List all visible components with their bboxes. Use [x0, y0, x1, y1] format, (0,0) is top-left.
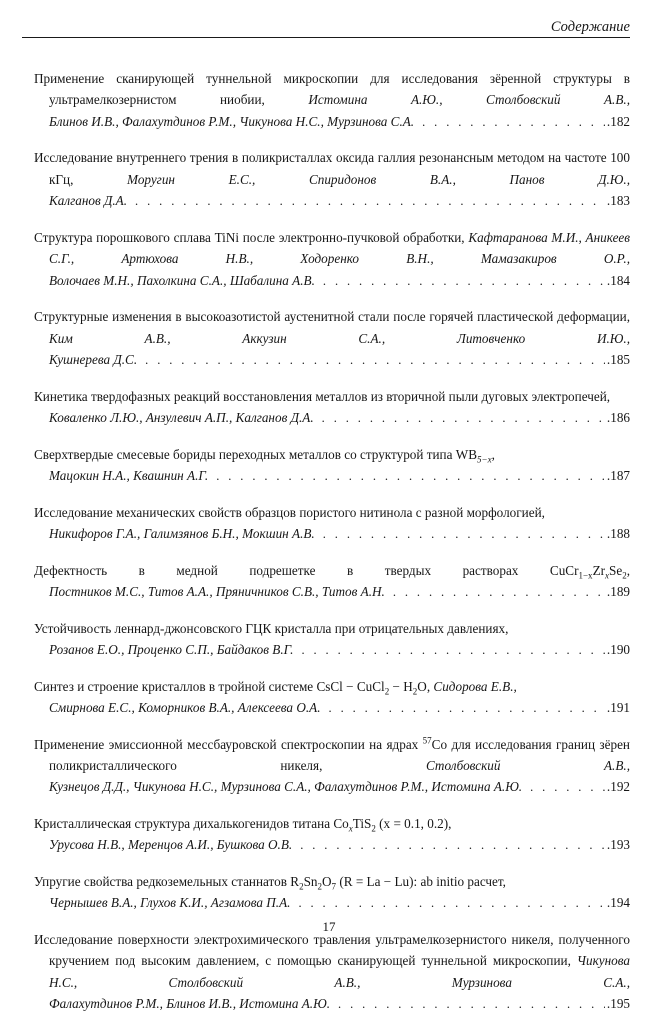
- formula-subscript: 2: [384, 686, 390, 697]
- dot-leader: [329, 698, 605, 719]
- entry-authors: Столбовский А.В.,: [425, 758, 630, 774]
- entry-page-number: .195: [606, 996, 630, 1012]
- dot-leader: [322, 408, 605, 429]
- toc-entry[interactable]: [34, 560, 630, 604]
- entry-authors-last: Мацокин Н.А., Квашнин А.Г.: [49, 468, 209, 484]
- contents-list: [34, 68, 630, 1030]
- entry-title: Структура порошкового сплава TiNi после электронно-пучковой обработки,: [34, 229, 465, 245]
- entry-dotline: [34, 834, 630, 856]
- formula-part: − H: [389, 678, 413, 694]
- isotope-superscript: 57: [422, 735, 432, 746]
- header-rule: [22, 37, 630, 38]
- formula-part: Se: [609, 562, 623, 578]
- entry-title-block: [34, 734, 630, 777]
- entry-title: Упругие свойства редкоземельных станнатов R: [34, 874, 300, 890]
- toc-entry[interactable]: [34, 502, 630, 546]
- entry-title-block: [34, 560, 630, 581]
- formula-subscript: 2: [317, 881, 322, 892]
- entry-dotline: [34, 349, 630, 371]
- entry-title-block: [34, 676, 630, 697]
- entry-page-number: .184: [606, 272, 630, 288]
- dot-leader: [216, 466, 605, 487]
- entry-page-number: .185: [606, 352, 630, 368]
- running-head: Содержание: [550, 19, 630, 35]
- dot-leader: [300, 835, 605, 856]
- formula-subscript: 2: [622, 570, 627, 581]
- entry-dotline: [34, 581, 630, 603]
- toc-entry[interactable]: [34, 306, 630, 371]
- entry-title-block: [34, 929, 630, 993]
- entry-title-end: (R = La − Lu): ab initio расчет,: [336, 874, 506, 890]
- entry-dotline: [34, 523, 630, 545]
- entry-title-end: Co для исследования границ зёрен поликристаллического никеля,: [49, 736, 630, 774]
- entry-authors: Кафтаранова М.И., Аникеев С.Г., Артюхова Н.В., Ходоренко В.Н., Мамазакиров О.Р.,: [49, 229, 631, 267]
- formula-subscript: 5−x: [477, 454, 492, 465]
- entry-title: Кинетика твердофазных реакций восстановления металлов из вторичной пыли дуговых электропечей,: [34, 388, 611, 404]
- entry-page-number: .192: [606, 779, 630, 795]
- dot-leader: [323, 524, 605, 545]
- toc-entry[interactable]: [34, 929, 630, 1016]
- formula-subscript: 2: [371, 823, 376, 834]
- entry-authors-last: Розанов Е.О., Проценко С.П., Байдаков В.Г.: [49, 642, 294, 658]
- formula-subscript: 1−x: [578, 570, 593, 581]
- entry-title: Дефектность в медной подрешетке в твердых растворах CuCr: [34, 562, 579, 578]
- dot-leader: [530, 777, 605, 798]
- formula-subscript: 2: [299, 881, 304, 892]
- entry-title-block: [34, 68, 630, 111]
- entry-title: Исследование механических свойств образцов пористого нитинола с разной морфологией,: [34, 504, 545, 520]
- entry-title-block: [34, 871, 630, 892]
- entry-title-block: [34, 386, 630, 407]
- entry-title-block: [34, 444, 630, 465]
- entry-page-number: .190: [606, 642, 630, 658]
- entry-title: Структурные изменения в высокоазотистой аустенитной стали после горячей пластической деформации,: [34, 309, 630, 325]
- entry-dotline: [34, 407, 630, 429]
- entry-authors-last: Кушнерева Д.С.: [49, 352, 138, 368]
- dot-leader: [301, 640, 604, 661]
- entry-title: Сверхтвердые смесевые бориды переходных металлов со структурой типа WB: [34, 446, 478, 462]
- entry-authors-last: Калганов Д.А.: [49, 193, 128, 209]
- entry-authors-last: Чернышев В.А., Глухов К.И., Агзамова П.А.: [49, 895, 291, 911]
- entry-title-end: (x = 0.1, 0.2),: [375, 816, 452, 832]
- entry-authors-last: Фалахутдинов Р.М., Блинов И.В., Истомина А.Ю.: [49, 996, 331, 1012]
- entry-page-number: .183: [606, 193, 630, 209]
- entry-authors: Сидорова Е.В.,: [433, 678, 517, 694]
- entry-dotline: [34, 639, 630, 661]
- entry-page-number: .188: [606, 526, 630, 542]
- entry-title: Применение эмиссионной мессбауровской спектроскопии на ядрах: [34, 736, 423, 752]
- entry-title-block: [34, 813, 630, 834]
- formula-part: TiS: [352, 816, 372, 832]
- dot-leader: [145, 350, 605, 371]
- entry-authors-last: Волочаев М.Н., Пахолкина С.А., Шабалина А.В.: [49, 272, 315, 288]
- entry-title-block: [34, 618, 630, 639]
- formula-subscript: 2: [412, 686, 418, 697]
- toc-entry[interactable]: [34, 147, 630, 212]
- toc-entry[interactable]: [34, 813, 630, 857]
- formula-part: O: [322, 874, 332, 890]
- entry-dotline: [34, 993, 630, 1015]
- entry-authors: Истомина А.Ю., Столбовский А.В.,: [308, 92, 630, 108]
- entry-title: Синтез и строение кристаллов в тройной системе CsCl − CuCl: [34, 678, 385, 694]
- entry-page-number: .186: [606, 410, 630, 426]
- toc-entry[interactable]: [34, 444, 630, 488]
- entry-page-number: .194: [606, 895, 630, 911]
- dot-leader: [135, 191, 605, 212]
- entry-dotline: [34, 892, 630, 914]
- entry-title-end: ,: [626, 562, 630, 578]
- entry-title: Исследование поверхности электрохимического травления ультрамелкозернистого никеля, полученного кручением под высоким давлением, с помощью сканирующей туннельной микроскопии,: [34, 932, 630, 969]
- entry-authors-last: Урусова Н.В., Меренцов А.И., Бушкова О.В.: [49, 837, 293, 853]
- toc-entry[interactable]: [34, 227, 630, 292]
- entry-authors-last: Смирнова Е.С., Коморников В.А., Алексеева О.А.: [49, 700, 321, 716]
- entry-title-block: [34, 306, 630, 349]
- toc-entry[interactable]: [34, 386, 630, 430]
- toc-entry[interactable]: [34, 734, 630, 799]
- entry-page-number: .193: [606, 837, 630, 853]
- entry-title: Применение сканирующей туннельной микроскопии для исследования зёренной структуры в ультрамелкозернистом ниобии,: [34, 71, 630, 108]
- toc-entry[interactable]: [34, 618, 630, 662]
- toc-entry[interactable]: [34, 871, 630, 915]
- entry-title-block: [34, 147, 630, 190]
- entry-authors-last: Коваленко Л.Ю., Анзулевич А.П., Калганов Д.А.: [49, 410, 314, 426]
- entry-page-number: .189: [606, 584, 630, 600]
- formula-part: Zr: [592, 562, 606, 578]
- toc-entry[interactable]: [34, 68, 630, 133]
- dot-leader: [393, 582, 605, 603]
- entry-title-block: [34, 227, 630, 270]
- entry-dotline: [34, 190, 630, 212]
- entry-authors: Ким А.В., Аккузин С.А., Литовченко И.Ю.,: [49, 330, 630, 346]
- toc-entry[interactable]: [34, 676, 630, 720]
- entry-dotline: [34, 111, 630, 133]
- entry-authors: Моругин Е.С., Спиридонов В.А., Панов Д.Ю.,: [127, 171, 630, 187]
- entry-page-number: .187: [606, 468, 630, 484]
- entry-title: Исследование внутреннего трения в поликристаллах оксида галлия резонансным методом на частоте 100 кГц,: [34, 150, 630, 187]
- page-number: 17: [322, 919, 336, 934]
- dot-leader: [298, 893, 604, 914]
- entry-authors-last: Никифоров Г.А., Галимзянов Б.Н., Мокшин А.В.: [49, 526, 315, 542]
- formula-part: Sn: [303, 874, 318, 890]
- entry-title-end: ,: [491, 446, 495, 462]
- entry-dotline: [34, 465, 630, 487]
- entry-page-number: .182: [606, 113, 630, 129]
- formula-subscript: x: [605, 570, 610, 581]
- formula-subscript: x: [348, 823, 353, 834]
- dot-leader: [323, 271, 605, 292]
- entry-authors-last: Блинов И.В., Фалахутдинов Р.М., Чикунова Н.С., Мурзинова С.А.: [49, 113, 415, 129]
- dot-leader: [338, 994, 605, 1015]
- formula-subscript: 7: [331, 881, 337, 892]
- entry-authors-last: Кузнецов Д.Д., Чикунова Н.С., Мурзинова С.А., Фалахутдинов Р.М., Истомина А.Ю.: [49, 779, 523, 795]
- entry-dotline: [34, 270, 630, 292]
- dot-leader: [422, 112, 605, 133]
- entry-authors-last: Постников М.С., Титов А.А., Пряничников С.В., Титов А.Н.: [49, 584, 385, 600]
- entry-authors: Чикунова Н.С., Столбовский А.В., Мурзинова С.А.,: [49, 953, 630, 990]
- entry-title-end: O,: [417, 678, 431, 694]
- entry-page-number: .191: [606, 700, 630, 716]
- entry-title-block: [34, 502, 630, 523]
- entry-dotline: [34, 697, 630, 719]
- entry-title: Устойчивость леннард-джонсовского ГЦК кристалла при отрицательных давлениях,: [34, 620, 509, 636]
- entry-dotline: [34, 776, 630, 798]
- entry-title: Кристаллическая структура дихалькогенидов титана Co: [34, 816, 349, 832]
